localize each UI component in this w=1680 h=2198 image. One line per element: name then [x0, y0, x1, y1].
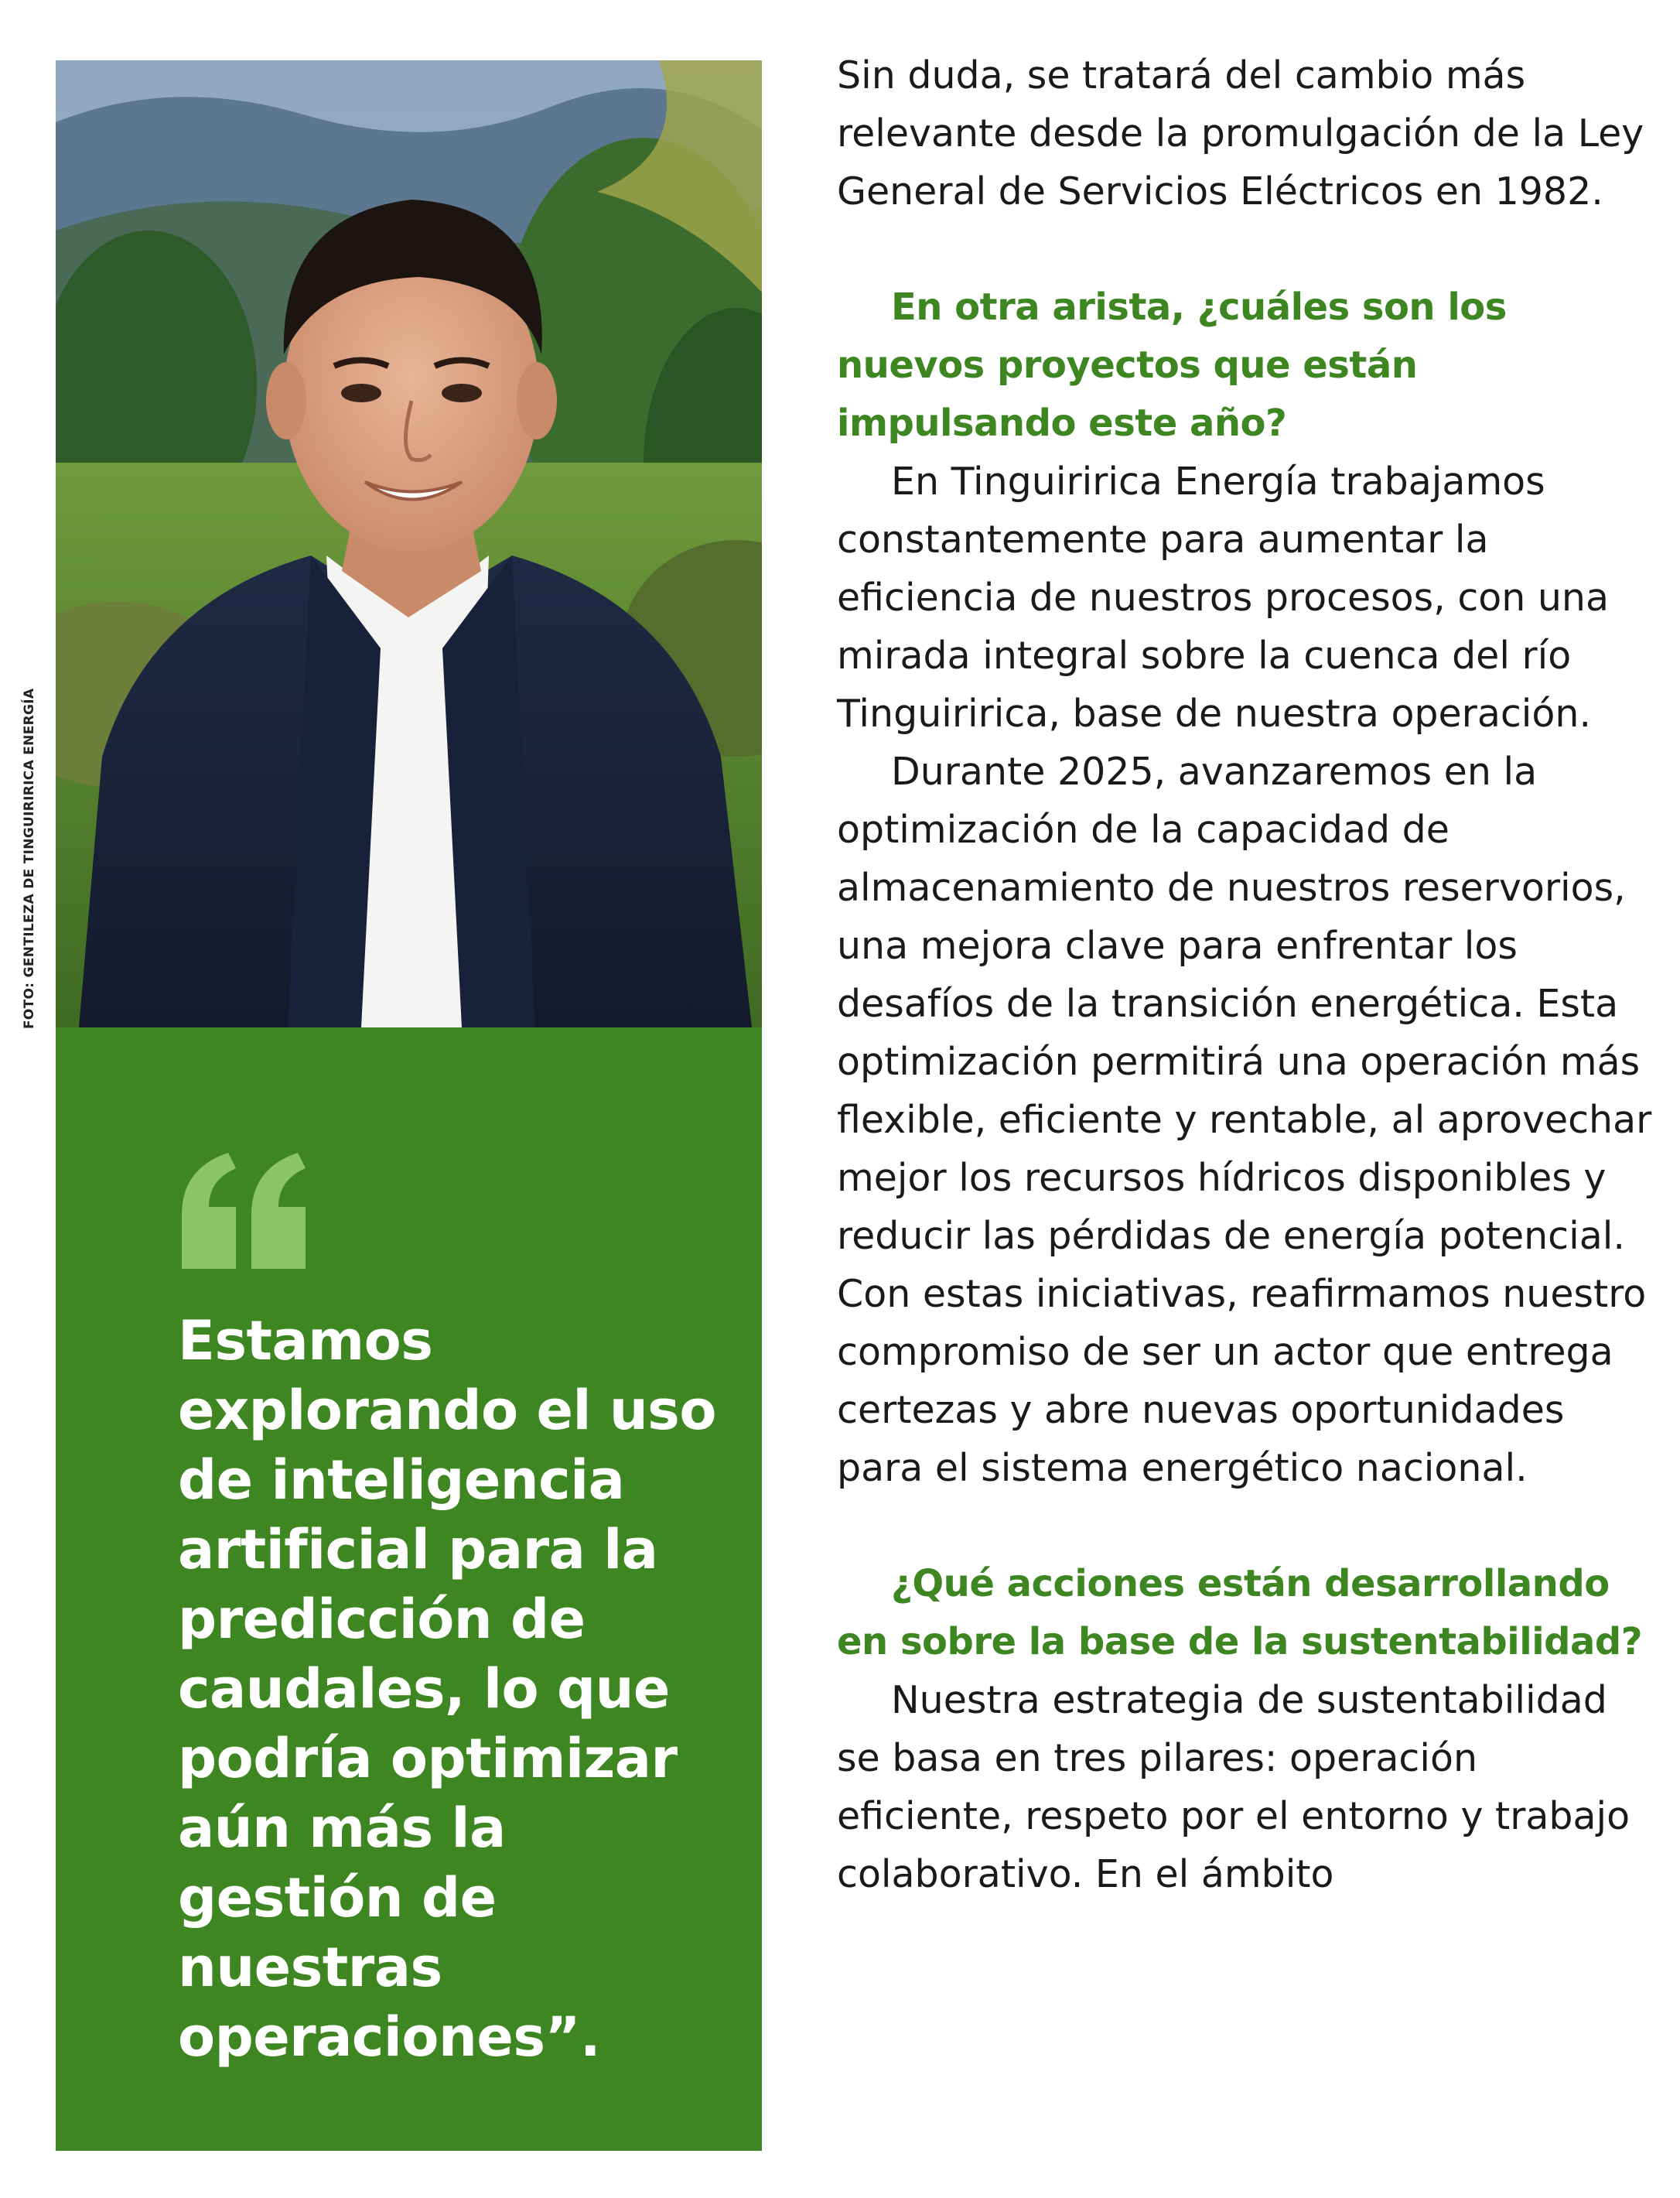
article-column [837, 46, 1657, 1903]
portrait-photo [56, 60, 762, 1027]
question-heading: En otra arista, ¿cuáles son los nuevos proyectos que están impulsando este año? [837, 285, 1507, 445]
intro-paragraph: Sin duda, se tratará del cambio más relevante desde la promulgación de la Ley General de Servicios Eléctricos en 1982. [837, 53, 1644, 214]
quote-mark-icon [174, 1153, 313, 1269]
body-paragraph: Durante 2025, avanzaremos en la optimización de la capacidad de almacenamiento de nuestros reservorios, una mejora clave para enfrentar los desafíos de la transición energética. Esta optimización permitirá una operación más flexible, eficiente y rentable, al aprovechar mejor los recursos hídricos disponibles y reducir las pérdidas de energía potencial. Con estas iniciativas, reafirmamos nuestro compromiso de ser un actor que entrega certezas y abre nuevas oportunidades para el sistema energético nacional. [837, 750, 1652, 1490]
pull-quote-text: Estamos explorando el uso de inteligencia artificial para la predicción de caudales, lo que podría optimizar aún más la gestión de nuestras operaciones”. [178, 1309, 716, 2069]
question-heading: ¿Qué acciones están desarrollando en sobre la base de la sustentabilidad? [837, 1562, 1643, 1663]
body-paragraph: Nuestra estrategia de sustentabilidad se basa en tres pilares: operación eficiente, respeto por el entorno y trabajo colaborativo. En el ámbito [837, 1678, 1630, 1896]
body-paragraph: En Tinguiririca Energía trabajamos constantemente para aumentar la eficiencia de nuestros procesos, con una mirada integral sobre la cuenca del río Tinguiririca, base de nuestra operación. [837, 460, 1610, 736]
photo-credit: FOTO: GENTILEZA DE TINGUIRIRICA ENERGÍA [22, 688, 37, 1029]
portrait-illustration [56, 60, 762, 1027]
